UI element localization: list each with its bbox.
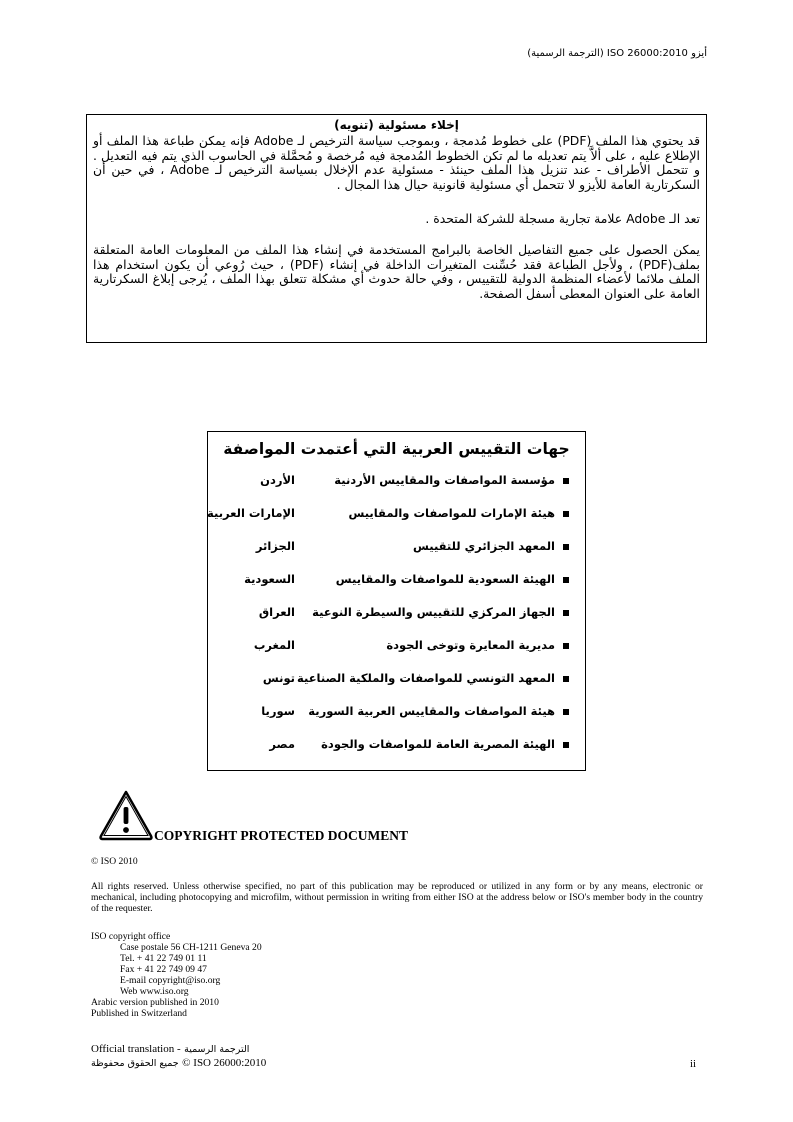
standards-body-name: مديرية المعايرة وتوخى الجودة	[386, 638, 555, 652]
standards-body-row	[208, 605, 585, 625]
bullet-icon	[563, 478, 569, 484]
standards-bodies-title: جهات التقييس العربية التي أعتمدت المواصفة	[223, 440, 570, 458]
footer-official-translation	[91, 1042, 249, 1056]
office-web: Web www.iso.org	[120, 986, 189, 997]
disclaimer-paragraph: يمكن الحصول على جميع التفاصيل الخاصة بالبرامج المستخدمة في إنشاء هذا الملف من المعلومات العامة المتعلقة بملف(PDF) ، ولأجل الطباعة فقد حُسِّنت المتغيرات الداخلة في إنشاء (PDF) ، حيث رُوعي أن يكون استخدام هذا الملف ملائما لأعضاء المنظمة الدولية للتقييس ، وفي حالة حدوث أي مشكلة تتعلق بهذا الملف ، يُرجى إبلاغ السكرتارية العامة على العنوان المعطى أسفل الصفحة.	[93, 241, 700, 301]
disclaimer-box	[86, 114, 707, 343]
office-address: Case postale 56 CH-1211 Geneva 20	[120, 942, 262, 953]
standards-body-row	[208, 539, 585, 559]
standards-body-row	[208, 737, 585, 757]
standards-body-name: المعهد الجزائري للتقييس	[413, 539, 555, 553]
standards-body-row	[208, 473, 585, 493]
standards-body-name: المعهد التونسي للمواصفات والملكية الصناعية	[297, 671, 555, 685]
standards-body-name: مؤسسة المواصفات والمقاييس الأردنية	[334, 473, 555, 487]
copyright-heading: COPYRIGHT PROTECTED DOCUMENT	[154, 828, 409, 843]
office-fax: Fax + 41 22 749 09 47	[120, 964, 207, 975]
standards-body-country: الجزائر	[255, 539, 295, 553]
footer-official-en: Official translation -	[91, 1043, 181, 1055]
standards-body-country: الإمارات العربية	[207, 506, 295, 520]
disclaimer-paragraph: تعد الـ Adobe علامة تجارية مسجلة للشركة المتحدة .	[425, 211, 700, 227]
warning-icon	[98, 789, 154, 841]
standards-body-country: السعودية	[244, 572, 295, 586]
disclaimer-title: إخلاء مسئولية (تنويه)	[334, 118, 459, 132]
standards-body-row	[208, 638, 585, 658]
standards-body-country: العراق	[258, 605, 295, 619]
rights-statement: All rights reserved. Unless otherwise specified, no part of this publication may be reproduced or utilized in any form or by any means, electronic or mechanical, including photocopying and microfilm, without permission in writing from either ISO at the address below or ISO's member body in the country of the requester.	[91, 881, 703, 914]
standards-body-country: سوريا	[261, 704, 295, 718]
office-tel: Tel. + 41 22 749 01 11	[120, 953, 207, 964]
standards-body-row	[208, 704, 585, 724]
bullet-icon	[563, 511, 569, 517]
bullet-icon	[563, 544, 569, 550]
standards-body-row	[208, 572, 585, 592]
standards-bodies-box	[207, 431, 586, 771]
arabic-version-note: Arabic version published in 2010	[91, 997, 219, 1008]
bullet-icon	[563, 742, 569, 748]
page-number: ii	[690, 1058, 697, 1070]
standards-body-row	[208, 671, 585, 691]
footer-official-ar: الترجمة الرسمية	[184, 1044, 250, 1055]
copyright-office-block	[91, 931, 262, 1019]
standards-body-name: الهيئة السعودية للمواصفات والمقاييس	[335, 572, 555, 586]
office-email: E-mail copyright@iso.org	[120, 975, 221, 986]
bullet-icon	[563, 610, 569, 616]
published-note: Published in Switzerland	[91, 1008, 187, 1019]
footer-standard-reference	[91, 1056, 266, 1070]
office-title: ISO copyright office	[91, 931, 171, 942]
standards-body-country: مصر	[269, 737, 295, 751]
standards-body-name: هيئة المواصفات والمقاييس العربية السورية	[308, 704, 555, 718]
standards-body-name: الهيئة المصرية العامة للمواصفات والجودة	[321, 737, 555, 751]
footer-standard-ref: © ISO 26000:2010	[182, 1057, 267, 1069]
footer-rights-ar: جميع الحقوق محفوظة	[91, 1058, 179, 1069]
bullet-icon	[563, 643, 569, 649]
standards-body-country: المغرب	[253, 638, 295, 652]
standards-body-name: هيئة الإمارات للمواصفات والمقاييس	[348, 506, 555, 520]
bullet-icon	[563, 709, 569, 715]
header-reference: أيزو ISO 26000:2010 (الترجمة الرسمية)	[527, 48, 707, 59]
standards-body-row	[208, 506, 585, 526]
copyright-year: © ISO 2010	[91, 856, 138, 867]
disclaimer-paragraph: قد يحتوي هذا الملف (PDF) على خطوط مُدمجة ، وبموجب سياسة الترخيص لـ Adobe فإنه يمكن طباعة هذا الملف أو الإطلاع عليه ، على ألاَّ يتم تعديله ما لم تكن الخطوط المُدمجة فيه مُرخصة و مُحمَّلة في الحاسوب الذي يتم فيه التعديل . و تتحمل الأطراف - عند تنزيل هذا الملف حينئذ - مسئولية عدم الإخلال بسياسة الترخيص لـ Adobe ، في حين أن السكرتارية العامة للأيزو لا تتحمل أي مسئولية قانونية حيال هذا المجال .	[93, 133, 701, 192]
bullet-icon	[563, 676, 569, 682]
standards-body-country: الأردن	[260, 473, 295, 487]
standards-body-name: الجهاز المركزي للتقييس والسيطرة النوعية	[312, 605, 555, 619]
bullet-icon	[563, 577, 569, 583]
standards-body-country: تونس	[262, 671, 295, 685]
